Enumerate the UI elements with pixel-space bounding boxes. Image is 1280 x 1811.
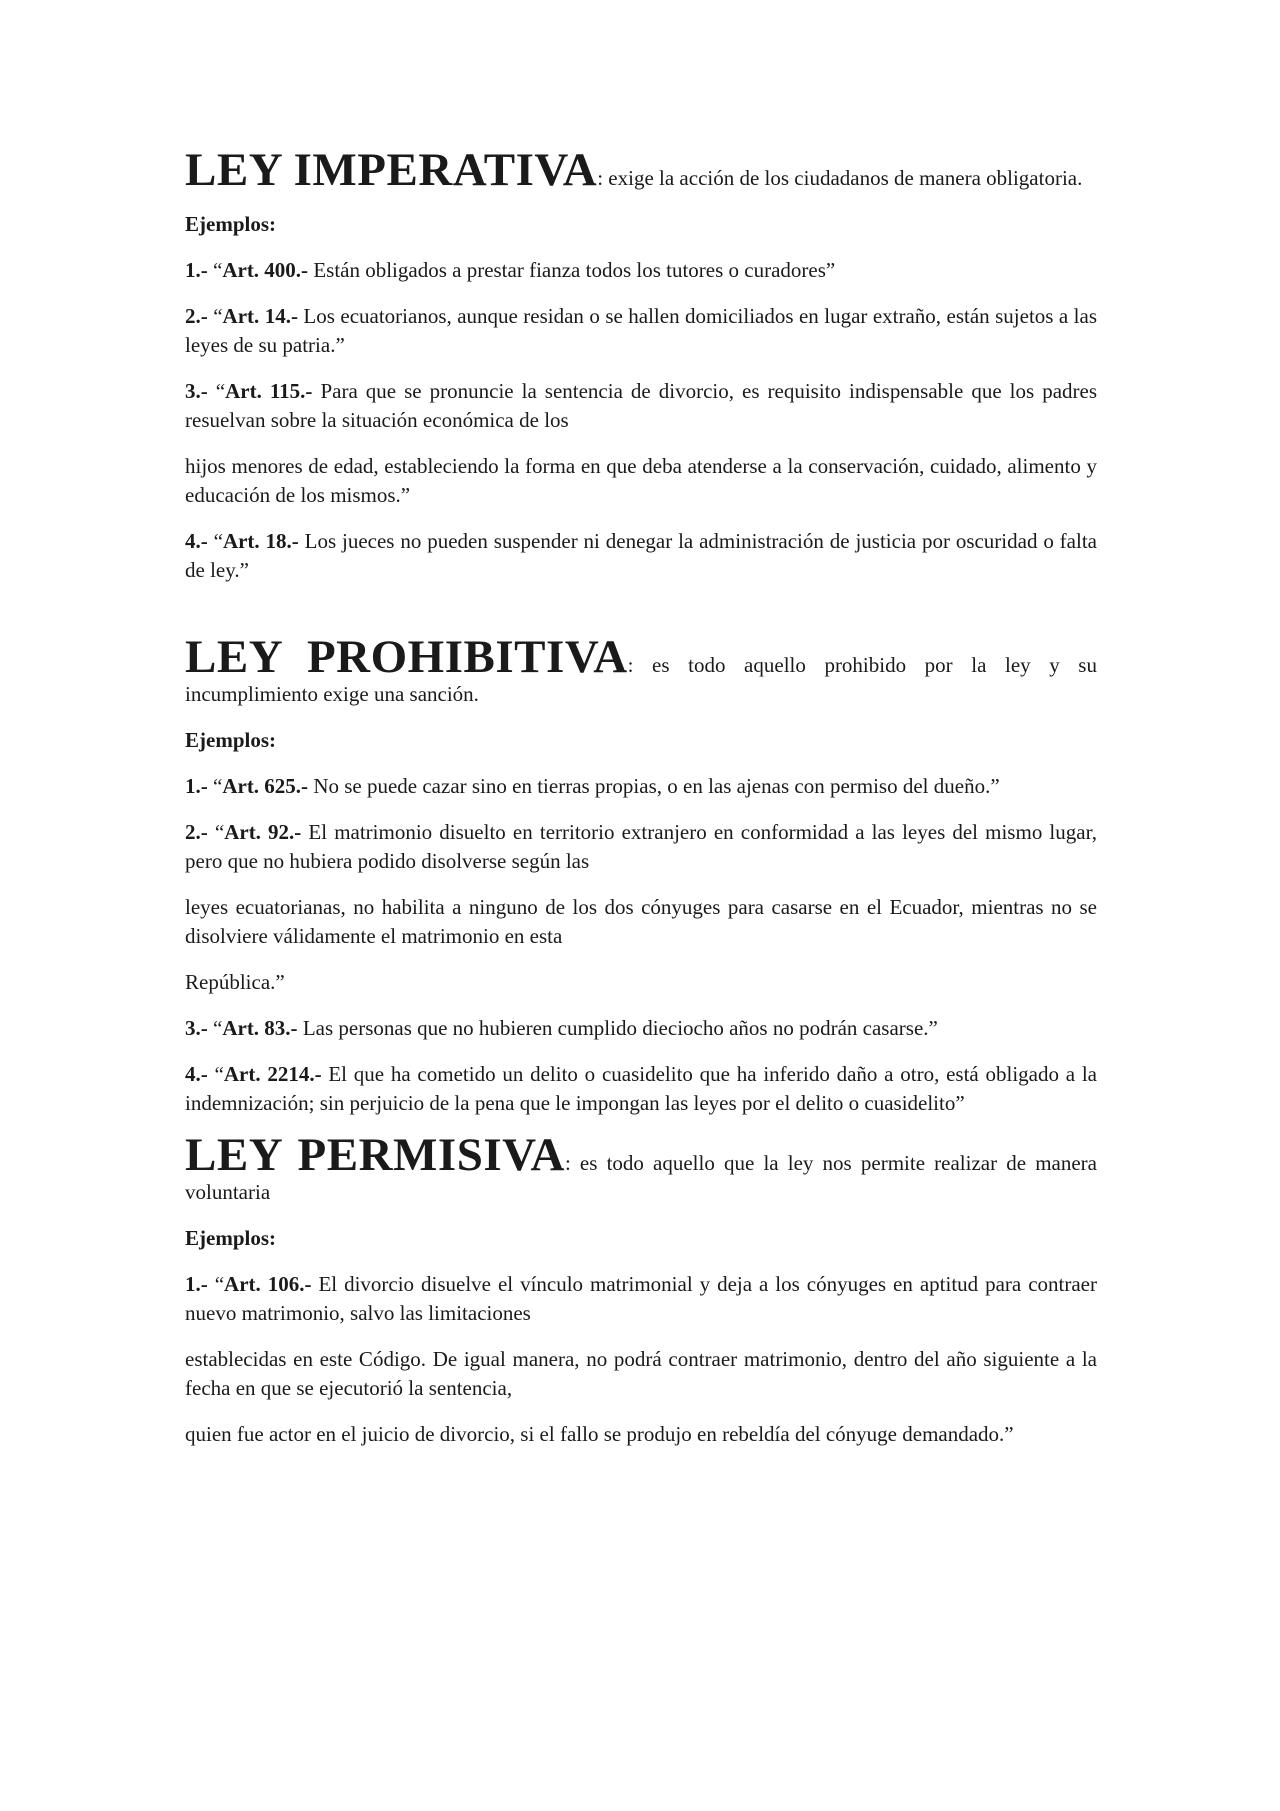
open-quote: “ xyxy=(207,1062,224,1086)
article-text: Están obligados a prestar fianza todos los tutores o curadores” xyxy=(308,258,836,282)
example-number: 2.- xyxy=(185,304,208,328)
open-quote: “ xyxy=(207,820,225,844)
section-title: LEY IMPERATIVA xyxy=(185,144,598,196)
section-heading xyxy=(185,631,1097,709)
article-text: No se puede cazar sino en tierras propias, o en las ajenas con permiso del dueño.” xyxy=(308,774,1000,798)
article-ref: Art. 106.- xyxy=(224,1272,312,1296)
open-quote: “ xyxy=(207,774,223,798)
article-text: Los ecuatorianos, aunque residan o se hallen domiciliados en lugar extraño, están sujetos a las leyes de su patria.” xyxy=(185,304,1097,357)
section-description: : es todo aquello que la ley nos permite realizar de manera voluntaria xyxy=(185,1151,1097,1204)
example-paragraph xyxy=(185,1014,1097,1043)
article-ref: Art. 14.- xyxy=(222,304,298,328)
example-paragraph xyxy=(185,302,1097,360)
article-text: Los jueces no pueden suspender ni denegar la administración de justicia por oscuridad o falta de ley.” xyxy=(185,529,1097,582)
section-ley-permisiva xyxy=(185,1129,1097,1449)
continuation-paragraph xyxy=(185,452,1097,510)
example-number: 1.- xyxy=(185,258,208,282)
open-quote: “ xyxy=(207,379,226,403)
article-text: El matrimonio disuelto en territorio extranjero en conformidad a las leyes del mismo lugar, pero que no hubiera podido disolverse según las xyxy=(185,820,1097,873)
article-text: El divorcio disuelve el vínculo matrimonial y deja a los cónyuges en aptitud para contraer nuevo matrimonio, salvo las limitaciones xyxy=(185,1272,1097,1325)
article-ref: Art. 625.- xyxy=(222,774,309,798)
continuation-paragraph xyxy=(185,968,1097,997)
article-ref: Art. 83.- xyxy=(222,1016,298,1040)
open-quote: “ xyxy=(207,304,223,328)
article-text: leyes ecuatorianas, no habilita a ninguno de los dos cónyuges para casarse en el Ecuador, mientras no se disolviere válidamente el matrimonio en esta xyxy=(185,895,1097,948)
example-paragraph xyxy=(185,527,1097,585)
article-ref: Art. 115.- xyxy=(225,379,313,403)
section-heading xyxy=(185,144,1097,196)
article-ref: Art. 92.- xyxy=(224,820,302,844)
article-text: quien fue actor en el juicio de divorcio, si el fallo se produjo en rebeldía del cónyuge demandado.” xyxy=(185,1422,1014,1446)
article-text: establecidas en este Código. De igual manera, no podrá contraer matrimonio, dentro del año siguiente a la fecha en que se ejecutorió la sentencia, xyxy=(185,1347,1097,1400)
example-paragraph xyxy=(185,1060,1097,1118)
continuation-paragraph xyxy=(185,1345,1097,1403)
section-title: LEY PROHIBITIVA xyxy=(185,631,628,683)
section-description: : exige la acción de los ciudadanos de manera obligatoria. xyxy=(597,166,1083,190)
article-text: Para que se pronuncie la sentencia de divorcio, es requisito indispensable que los padres resuelvan sobre la situación económica de los xyxy=(185,379,1098,432)
example-number: 1.- xyxy=(185,1272,208,1296)
example-paragraph xyxy=(185,1270,1097,1328)
article-ref: Art. 400.- xyxy=(222,258,309,282)
article-text: Las personas que no hubieren cumplido dieciocho años no podrán casarse.” xyxy=(297,1016,938,1040)
section-ley-imperativa xyxy=(185,144,1098,585)
examples-label: Ejemplos: xyxy=(185,728,276,752)
example-number: 4.- xyxy=(185,1062,208,1086)
example-paragraph xyxy=(185,256,1097,285)
example-paragraph xyxy=(185,818,1097,876)
example-number: 2.- xyxy=(185,820,208,844)
section-heading xyxy=(185,1129,1097,1207)
examples-label: Ejemplos: xyxy=(185,1226,276,1250)
example-paragraph xyxy=(185,377,1097,435)
example-paragraph xyxy=(185,772,1097,801)
article-text: República.” xyxy=(185,970,285,994)
continuation-paragraph xyxy=(185,1420,1097,1449)
section-ley-prohibitiva xyxy=(185,631,1097,1118)
examples-label: Ejemplos: xyxy=(185,212,276,236)
article-text: hijos menores de edad, estableciendo la forma en que deba atenderse a la conservación, cuidado, alimento y educación de los mismos.” xyxy=(185,454,1097,507)
open-quote: “ xyxy=(207,1016,223,1040)
article-ref: Art. 2214.- xyxy=(223,1062,322,1086)
example-number: 4.- xyxy=(185,529,208,553)
open-quote: “ xyxy=(207,529,223,553)
open-quote: “ xyxy=(207,1272,225,1296)
article-ref: Art. 18.- xyxy=(222,529,299,553)
article-text: El que ha cometido un delito o cuasidelito que ha inferido daño a otro, está obligado a la indemnización; sin perjuicio de la pena que le impongan las leyes por el delito o cuasidelito” xyxy=(185,1062,1097,1115)
section-description: : es todo aquello prohibido por la ley y su incumplimiento exige una sanción. xyxy=(185,653,1097,706)
example-number: 3.- xyxy=(185,379,208,403)
continuation-paragraph xyxy=(185,893,1097,951)
section-title: LEY PERMISIVA xyxy=(185,1129,565,1181)
example-number: 1.- xyxy=(185,774,208,798)
open-quote: “ xyxy=(207,258,223,282)
example-number: 3.- xyxy=(185,1016,208,1040)
